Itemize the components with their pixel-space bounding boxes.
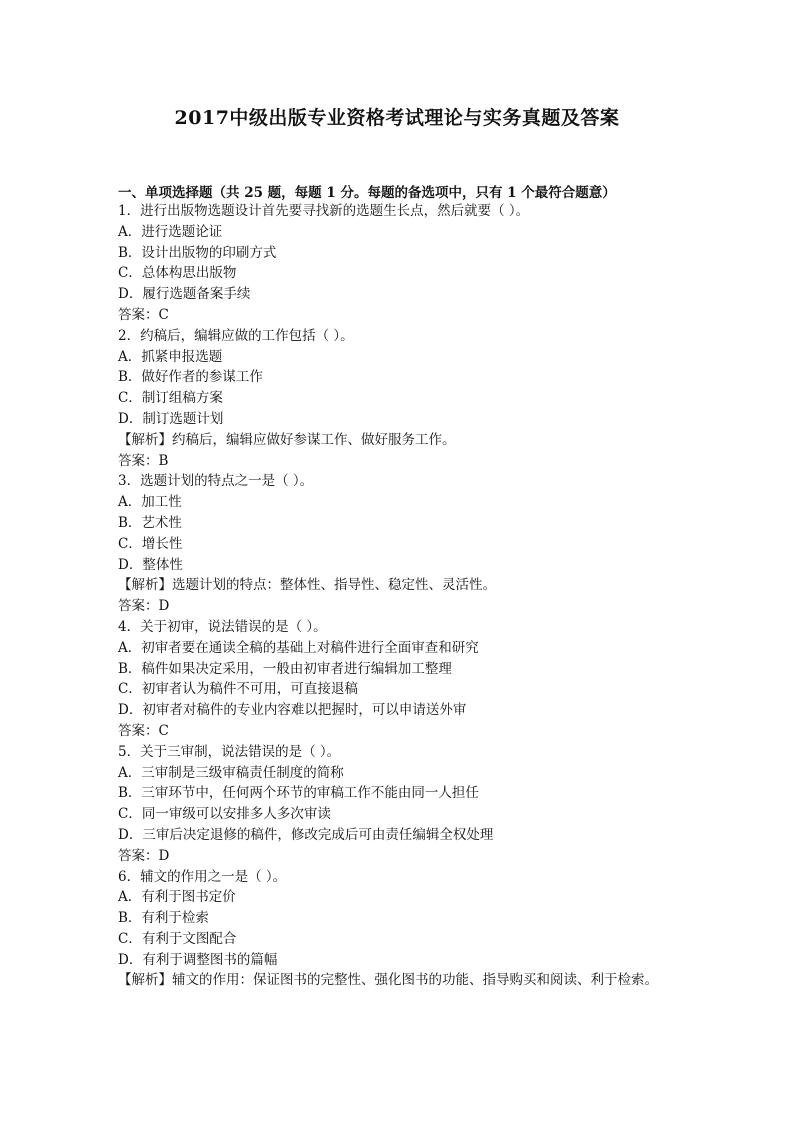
answer-key: 答案：D bbox=[118, 847, 170, 864]
question-stem: 2．约稿后，编辑应做的工作包括（ ）。 bbox=[118, 327, 354, 344]
answer-option: C．总体构思出版物 bbox=[118, 265, 237, 282]
question-stem: 1．进行出版物选题设计首先要寻找新的选题生长点，然后就要（ ）。 bbox=[118, 203, 530, 219]
question-stem: 3．选题计划的特点之一是（ ）。 bbox=[118, 473, 314, 490]
section-heading: 一、单项选择题（共 25 题，每题 1 分。每题的备选项中，只有 1 个最符合题意） bbox=[118, 185, 616, 201]
analysis-text: 【解析】约稿后，编辑应做好参谋工作、做好服务工作。 bbox=[118, 431, 456, 448]
answer-option: B．做好作者的参谋工作 bbox=[118, 369, 263, 386]
answer-option: C．同一审级可以安排多人多次审读 bbox=[118, 806, 331, 823]
answer-option: B．设计出版物的印刷方式 bbox=[118, 244, 277, 261]
document-title: 2017中级出版专业资格考试理论与实务真题及答案 bbox=[174, 107, 620, 129]
answer-option: D．有利于调整图书的篇幅 bbox=[118, 951, 278, 968]
answer-option: C．制订组稿方案 bbox=[118, 390, 223, 407]
answer-option: D．三审后决定退修的稿件，修改完成后可由责任编辑全权处理 bbox=[118, 826, 494, 843]
answer-option: D．履行选题备案手续 bbox=[118, 286, 251, 303]
answer-option: D．整体性 bbox=[118, 556, 183, 573]
answer-option: B．艺术性 bbox=[118, 514, 182, 531]
question-stem: 6．辅文的作用之一是（ ）。 bbox=[118, 868, 287, 885]
answer-key: 答案：B bbox=[118, 452, 169, 469]
answer-option: A．加工性 bbox=[118, 494, 182, 511]
answer-option: A．有利于图书定价 bbox=[118, 889, 236, 906]
answer-option: C．初审者认为稿件不可用，可直接退稿 bbox=[118, 681, 358, 698]
answer-option: D．初审者对稿件的专业内容难以把握时，可以申请送外审 bbox=[118, 702, 467, 719]
question-stem: 4．关于初审，说法错误的是（ ）。 bbox=[118, 618, 327, 635]
answer-option: A．抓紧申报选题 bbox=[118, 348, 223, 365]
answer-option: A．三审制是三级审稿责任制度的简称 bbox=[118, 764, 344, 781]
answer-option: C．有利于文图配合 bbox=[118, 930, 237, 947]
answer-option: A．初审者要在通读全稿的基础上对稿件进行全面审查和研究 bbox=[118, 639, 479, 656]
answer-option: C．增长性 bbox=[118, 535, 183, 552]
analysis-text: 【解析】辅文的作用：保证图书的完整性、强化图书的功能、指导购买和阅读、利于检索。 bbox=[118, 972, 658, 989]
answer-key: 答案：D bbox=[118, 598, 170, 615]
question-stem: 5．关于三审制，说法错误的是（ ）。 bbox=[118, 743, 341, 760]
answer-option: B．稿件如果决定采用，一般由初审者进行编辑加工整理 bbox=[118, 660, 452, 677]
analysis-text: 【解析】选题计划的特点：整体性、指导性、稳定性、灵活性。 bbox=[118, 577, 496, 594]
answer-key: 答案：C bbox=[118, 722, 169, 739]
answer-option: A．进行选题论证 bbox=[118, 223, 223, 240]
answer-option: D．制订选题计划 bbox=[118, 410, 224, 427]
answer-option: B．三审环节中，任何两个环节的审稿工作不能由同一人担任 bbox=[118, 785, 479, 802]
answer-option: B．有利于检索 bbox=[118, 910, 209, 927]
question-list bbox=[118, 201, 738, 991]
answer-key: 答案：C bbox=[118, 306, 169, 323]
